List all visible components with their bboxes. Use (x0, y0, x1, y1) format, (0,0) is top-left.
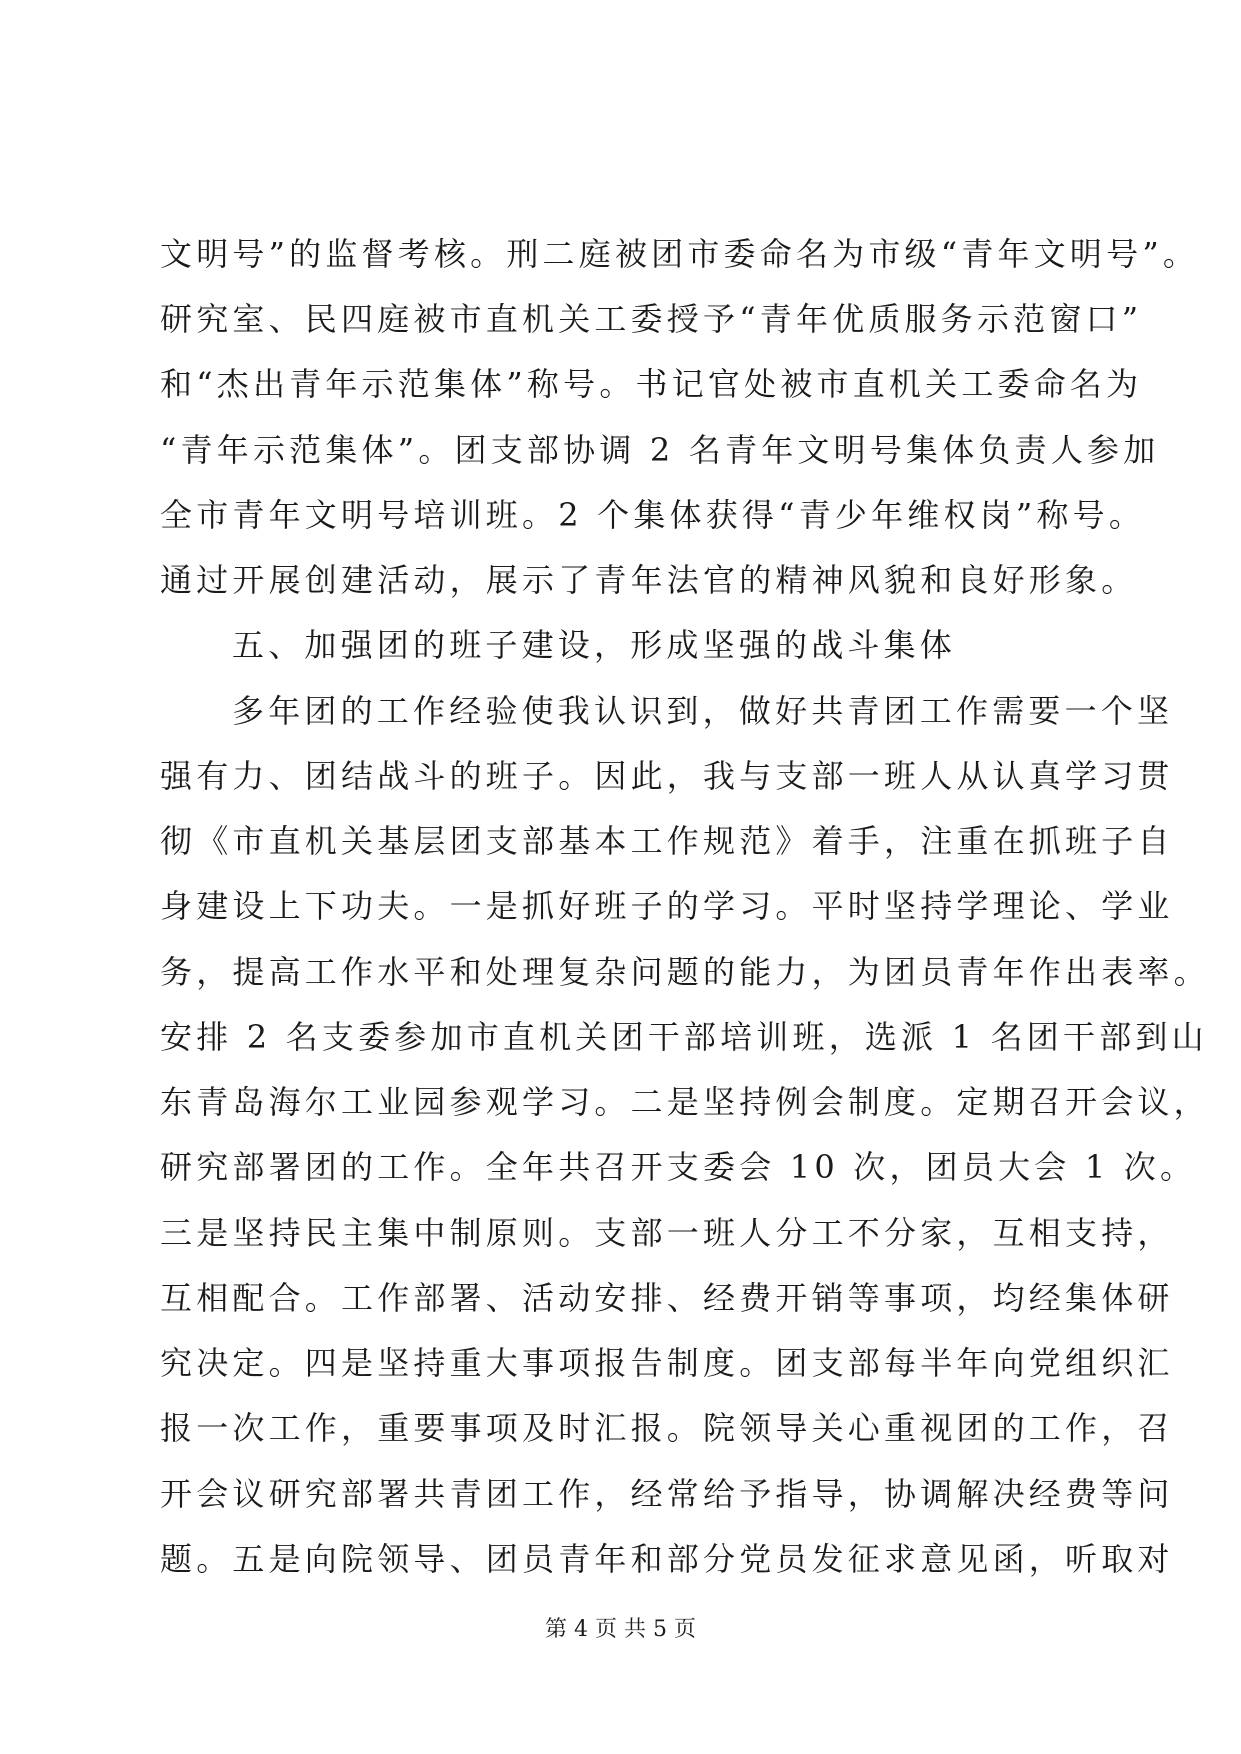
text-line: 身建设上下功夫。一是抓好班子的学习。平时坚持学理论、学业 (160, 887, 1174, 925)
text-line: 报一次工作，重要事项及时汇报。院领导关心重视团的工作，召 (160, 1409, 1174, 1447)
text-line: 题。五是向院领导、团员青年和部分党员发征求意见函，听取对 (160, 1540, 1174, 1578)
text-line: 文明号”的监督考核。刑二庭被团市委命名为市级“青年文明号”。 (160, 235, 1200, 273)
paragraph-first-line: 多年团的工作经验使我认识到，做好共青团工作需要一个坚 (232, 692, 1174, 730)
text-line: 强有力、团结战斗的班子。因此，我与支部一班人从认真学习贯 (160, 757, 1174, 795)
text-line: 研究室、民四庭被市直机关工委授予“青年优质服务示范窗口” (160, 300, 1143, 338)
text-line: 东青岛海尔工业园参观学习。二是坚持例会制度。定期召开会议， (160, 1083, 1210, 1121)
text-line: 究决定。四是坚持重大事项报告制度。团支部每半年向党组织汇 (160, 1344, 1174, 1382)
text-line: 彻《市直机关基层团支部基本工作规范》着手，注重在抓班子自 (160, 822, 1174, 860)
text-line: 研究部署团的工作。全年共召开支委会 10 次，团员大会 1 次。 (160, 1148, 1197, 1186)
text-line: 务，提高工作水平和处理复杂问题的能力，为团员青年作出表率。 (160, 953, 1210, 991)
text-line: 和“杰出青年示范集体”称号。书记官处被市直机关工委命名为 (160, 365, 1143, 403)
text-line: 开会议研究部署共青团工作，经常给予指导，协调解决经费等问 (160, 1475, 1174, 1513)
text-line: 通过开展创建活动，展示了青年法官的精神风貌和良好形象。 (160, 561, 1138, 599)
text-line: 全市青年文明号培训班。2 个集体获得“青少年维权岗”称号。 (160, 496, 1146, 534)
page-footer: 第 4 页 共 5 页 (545, 1617, 696, 1642)
text-line: 互相配合。工作部署、活动安排、经费开销等事项，均经集体研 (160, 1279, 1174, 1317)
text-line: 安排 2 名支委参加市直机关团干部培训班，选派 1 名团干部到山 (160, 1018, 1208, 1056)
text-line: “青年示范集体”。团支部协调 2 名青年文明号集体负责人参加 (160, 431, 1160, 469)
text-line: 三是坚持民主集中制原则。支部一班人分工不分家，互相支持， (160, 1214, 1174, 1252)
section-heading: 五、加强团的班子建设，形成坚强的战斗集体 (232, 626, 957, 664)
